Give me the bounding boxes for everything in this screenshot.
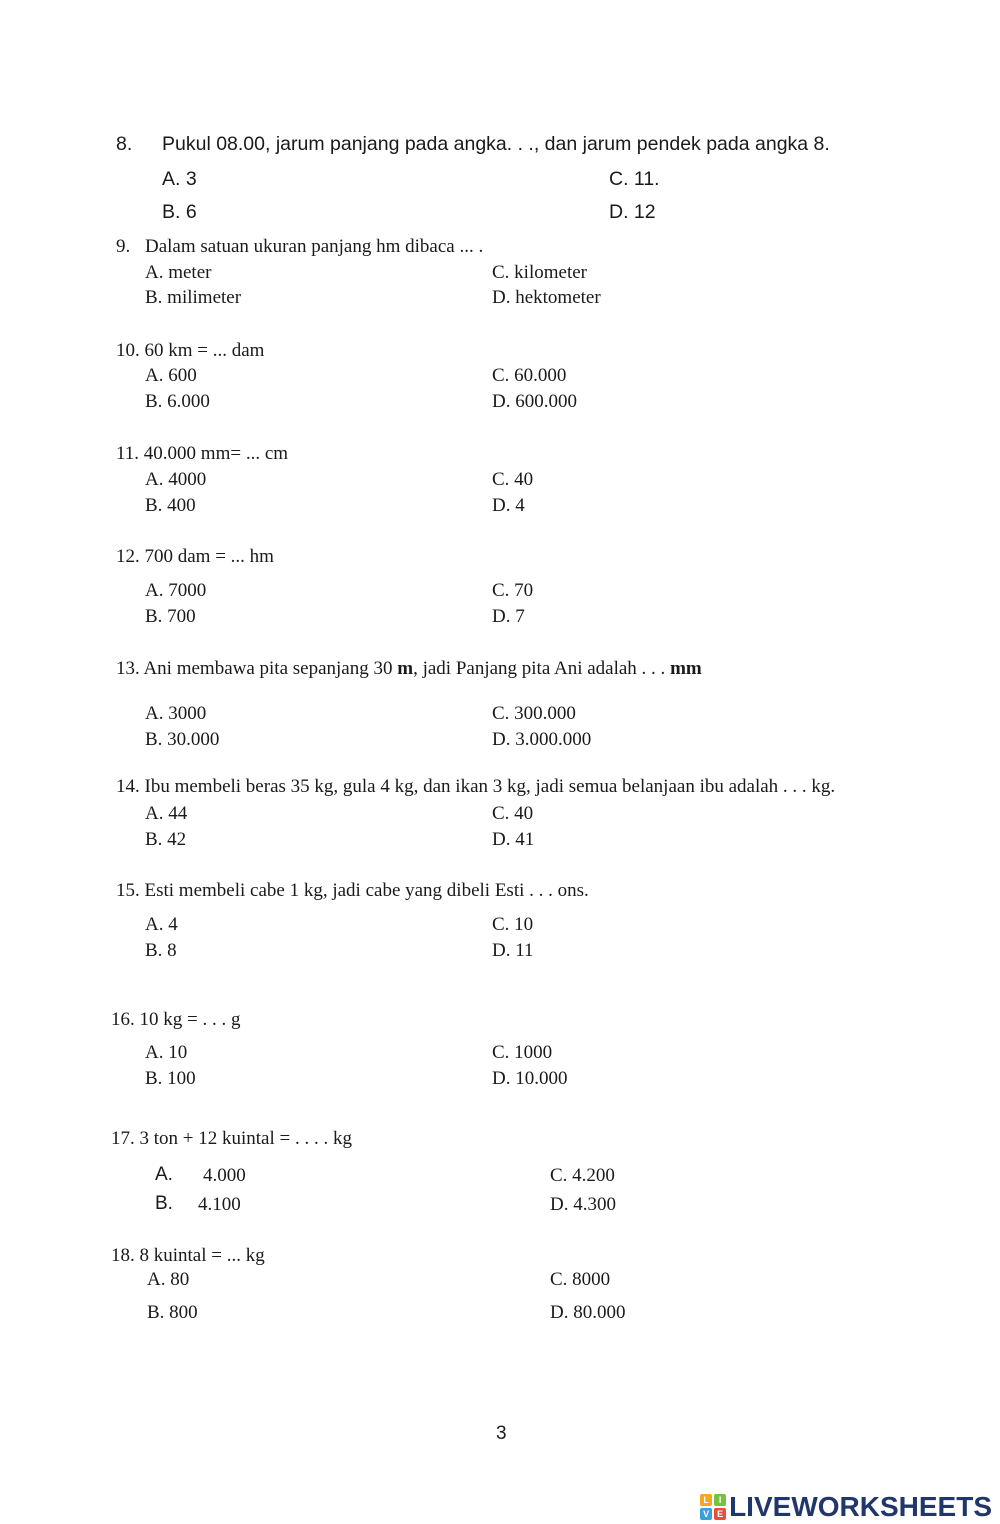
q9-option-a[interactable]: A. meter	[145, 262, 212, 283]
q11-option-c[interactable]: C. 40	[492, 469, 534, 490]
q17-option-c[interactable]: C. 4.200	[550, 1165, 615, 1186]
q8-option-a[interactable]: A. 3	[162, 168, 197, 190]
q16-option-d[interactable]: D. 10.000	[492, 1068, 568, 1089]
q13-unit-mm: mm	[670, 658, 702, 679]
q10-option-b[interactable]: B. 6.000	[145, 391, 210, 412]
q14-text: 14. Ibu membeli beras 35 kg, gula 4 kg, dan ikan 3 kg, jadi semua belanjaan ibu adalah . . . kg.	[116, 776, 836, 797]
q8-text: Pukul 08.00, jarum panjang pada angka. . ., dan jarum pendek pada angka 8.	[162, 133, 830, 155]
q9-option-b[interactable]: B. milimeter	[145, 287, 242, 308]
q16-option-b[interactable]: B. 100	[145, 1068, 196, 1089]
logo-mark-tile: I	[714, 1494, 726, 1506]
q17-option-a-letter[interactable]: A.	[155, 1164, 173, 1185]
q15-text: 15. Esti membeli cabe 1 kg, jadi cabe yang dibeli Esti . . . ons.	[116, 880, 589, 901]
q12-option-d[interactable]: D. 7	[492, 606, 525, 627]
q9-number: 9.	[116, 236, 131, 257]
q17-option-d[interactable]: D. 4.300	[550, 1194, 616, 1215]
q18-text: 18. 8 kuintal = ... kg	[111, 1245, 265, 1266]
q12-text: 12. 700 dam = ... hm	[116, 546, 274, 567]
logo-text: LIVEWORKSHEETS	[729, 1491, 992, 1522]
page-number: 3	[496, 1423, 507, 1444]
q13-option-d[interactable]: D. 3.000.000	[492, 729, 592, 750]
liveworksheets-logo-icon	[700, 1494, 726, 1520]
q9-text: Dalam satuan ukuran panjang hm dibaca ... .	[145, 236, 484, 257]
q12-option-c[interactable]: C. 70	[492, 580, 534, 601]
q15-option-b[interactable]: B. 8	[145, 940, 177, 961]
q13-text-pre: 13. Ani membawa pita sepanjang 30	[116, 658, 398, 679]
q13-option-c[interactable]: C. 300.000	[492, 703, 576, 724]
q14-option-c[interactable]: C. 40	[492, 803, 534, 824]
q18-option-d[interactable]: D. 80.000	[550, 1302, 626, 1323]
q10-option-d[interactable]: D. 600.000	[492, 391, 577, 412]
q11-option-a[interactable]: A. 4000	[145, 469, 207, 490]
q10-text: 10. 60 km = ... dam	[116, 340, 265, 361]
q13-unit-m: m	[397, 658, 414, 679]
q8-number: 8.	[116, 133, 133, 155]
q9-option-c[interactable]: C. kilometer	[492, 262, 587, 283]
q11-option-d[interactable]: D. 4	[492, 495, 525, 516]
liveworksheets-logo[interactable]	[700, 1490, 992, 1524]
q13-text	[116, 659, 702, 678]
q13-text-mid: , jadi Panjang pita Ani adalah . . .	[413, 658, 671, 679]
q10-option-c[interactable]: C. 60.000	[492, 365, 567, 386]
q13-option-b[interactable]: B. 30.000	[145, 729, 220, 750]
q15-option-a[interactable]: A. 4	[145, 914, 178, 935]
q17-option-b-letter[interactable]: B.	[155, 1193, 173, 1214]
q17-option-b-value[interactable]: 4.100	[198, 1194, 241, 1215]
q18-option-a[interactable]: A. 80	[147, 1269, 190, 1290]
q16-text: 16. 10 kg = . . . g	[111, 1009, 241, 1030]
q8-option-c[interactable]: C. 11.	[609, 168, 660, 190]
q8-option-b[interactable]: B. 6	[162, 201, 197, 223]
q16-option-c[interactable]: C. 1000	[492, 1042, 553, 1063]
q9-option-d[interactable]: D. hektometer	[492, 287, 601, 308]
q17-text: 17. 3 ton + 12 kuintal = . . . . kg	[111, 1128, 352, 1149]
q16-option-a[interactable]: A. 10	[145, 1042, 188, 1063]
q8-option-d[interactable]: D. 12	[609, 201, 656, 223]
q17-option-a-value[interactable]: 4.000	[203, 1165, 246, 1186]
q14-option-d[interactable]: D. 41	[492, 829, 535, 850]
q13-option-a[interactable]: A. 3000	[145, 703, 207, 724]
logo-mark-tile: V	[700, 1508, 712, 1520]
logo-mark-tile: E	[714, 1508, 726, 1520]
q12-option-a[interactable]: A. 7000	[145, 580, 207, 601]
q15-option-c[interactable]: C. 10	[492, 914, 534, 935]
q18-option-b[interactable]: B. 800	[147, 1302, 198, 1323]
q14-option-a[interactable]: A. 44	[145, 803, 188, 824]
q12-option-b[interactable]: B. 700	[145, 606, 196, 627]
logo-mark-tile: L	[700, 1494, 712, 1506]
q10-option-a[interactable]: A. 600	[145, 365, 197, 386]
q11-text: 11. 40.000 mm= ... cm	[116, 443, 289, 464]
q14-option-b[interactable]: B. 42	[145, 829, 187, 850]
q15-option-d[interactable]: D. 11	[492, 940, 534, 961]
q11-option-b[interactable]: B. 400	[145, 495, 196, 516]
q18-option-c[interactable]: C. 8000	[550, 1269, 611, 1290]
